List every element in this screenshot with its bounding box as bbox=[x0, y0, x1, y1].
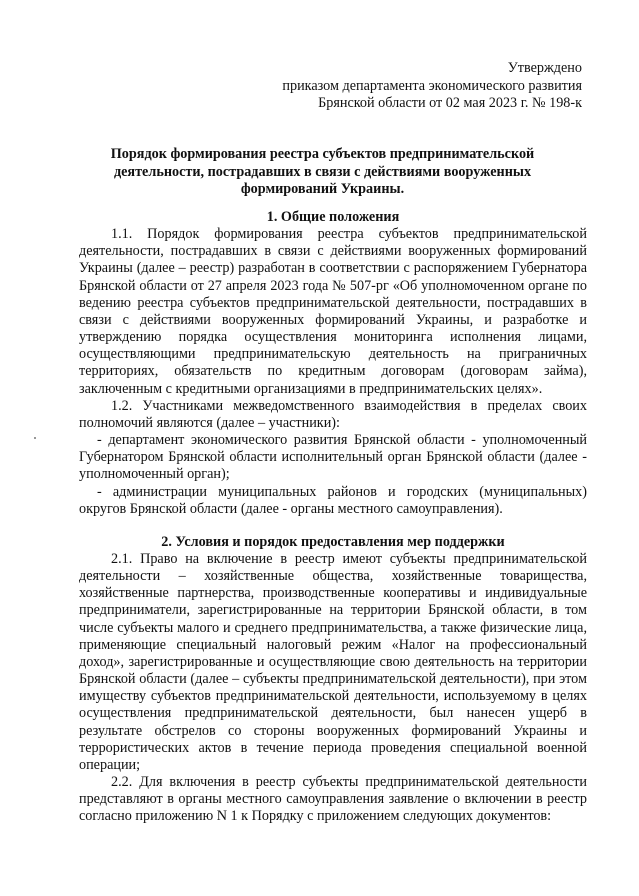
list-item-administrations: - администрации муниципальных районов и городских (муниципальных) округов Брянской области (далее - органы местного самоуправления). bbox=[79, 483, 587, 517]
approval-line-3: Брянской области от 02 мая 2023 г. № 198-к bbox=[318, 95, 582, 112]
approval-line-1: Утверждено bbox=[507, 60, 582, 76]
approval-line-2: приказом департамента экономического развития bbox=[282, 77, 582, 94]
document-body bbox=[79, 209, 587, 825]
section-1-heading: 1. Общие положения bbox=[266, 209, 400, 225]
approval-stamp bbox=[282, 60, 582, 113]
section-2-heading: 2. Условия и порядок предоставления мер поддержки bbox=[161, 533, 505, 550]
scan-speck bbox=[34, 437, 36, 439]
paragraph-1-1: 1.1. Порядок формирования реестра субъектов предпринимательской деятельности, пострадавших в связи с действиями вооруженных формирований Украины (далее – реестр) разработан в соответствии с распоряжением Губернатора Брянской области от 27 апреля 2023 года № 507-рг «Об уполномоченном органе по ведению реестра субъектов предпринимательской деятельности, пострадавших в связи с действиями вооруженных формирований Украины, и разработке и утверждению порядка осуществления мониторинга исполнения лицами, осуществляющими предпринимательскую деятельность на приграничных территориях, обязательств по кредитным договорам (договорам займа), заключенным с кредитными организациями в предпринимательских целях». bbox=[79, 226, 587, 397]
paragraph-2-1: 2.1. Право на включение в реестр имеют субъекты предпринимательской деятельности – хозяйственные общества, хозяйственные товарищества, хозяйственные партнерства, производственные кооперативы и индивидуальные предприниматели, зарегистрированные на территории Брянской области, в том числе субъекты малого и среднего предпринимательства, а также физические лица, применяющие специальный налоговый режим «Налог на профессиональный доход», зарегистрированные и осуществляющие свою деятельность на территории Брянской области (далее – субъекты предпринимательской деятельности), при этом имуществу субъектов предпринимательской деятельности, используемому в целях осуществления предпринимательской деятельности, был нанесен ущерб в результате обстрелов со стороны вооруженных формирований Украины и террористических актов в течение периода проведения специальной военной операции; bbox=[79, 550, 587, 773]
paragraph-1-2: 1.2. Участниками межведомственного взаимодействия в пределах своих полномочий являются (далее – участники): bbox=[79, 397, 587, 431]
paragraph-2-2: 2.2. Для включения в реестр субъекты предпринимательской деятельности представляют в органы местного самоуправления заявление о включении в реестр согласно приложению N 1 к Порядку с приложением следующих документов: bbox=[79, 774, 587, 825]
list-item-department: - департамент экономического развития Брянской области - уполномоченный Губернатором Брянской области исполнительный орган Брянской области (далее - уполномоченный орган); bbox=[79, 432, 587, 483]
document-title: Порядок формирования реестра субъектов предпринимательской деятельности, пострадавших в связи с действиями вооруженных формирований Украины. bbox=[110, 146, 535, 197]
